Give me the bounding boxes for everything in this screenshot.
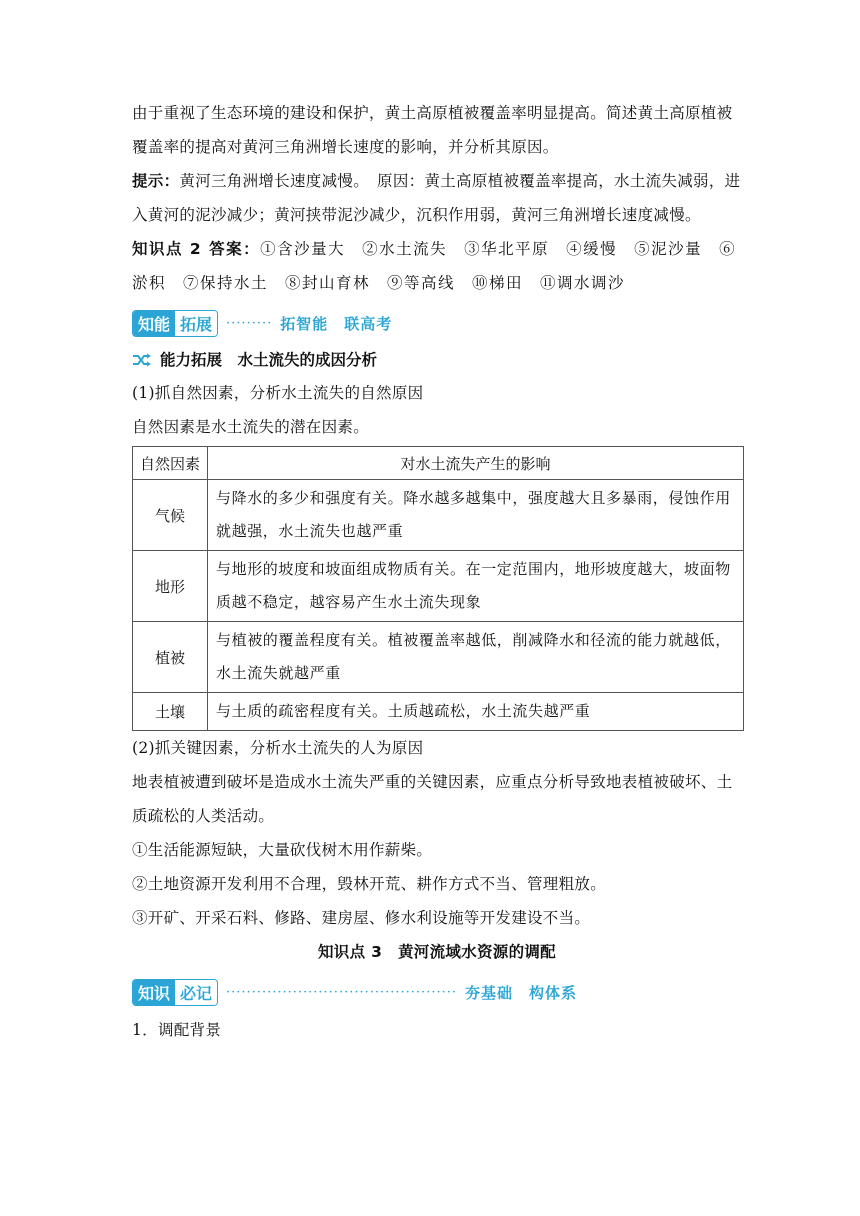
hint-label: 提示： [132, 172, 180, 190]
banner-zhineng-tuozhan [132, 308, 742, 338]
part2-item: ②土地资源开发利用不合理，毁林开荒、耕作方式不当、管理粗放。 [132, 875, 607, 893]
table-row [133, 693, 744, 731]
part2-heading: (2)抓关键因素，分析水土流失的人为原因 [132, 739, 424, 757]
table-row [133, 551, 744, 622]
banner-badge [132, 979, 218, 1006]
hint-paragraph [132, 164, 742, 232]
table-cell-factor: 植被 [133, 622, 208, 693]
part1-note: 自然因素是水土流失的潜在因素。 [132, 418, 370, 436]
badge-left: 知能 [133, 311, 175, 336]
badge-left: 知识 [133, 980, 175, 1005]
table-cell-effect: 与植被的覆盖程度有关。植被覆盖率越低，削减降水和径流的能力就越低，水土流失就越严重 [208, 622, 744, 693]
part2-text: 地表植被遭到破坏是造成水土流失严重的关键因素，应重点分析导致地表植被破坏、土质疏松的人类活动。 [132, 773, 733, 825]
table-cell-factor: 气候 [133, 480, 208, 551]
table-header-factor: 自然因素 [133, 447, 208, 480]
table-row [133, 480, 744, 551]
part1-heading: (1)抓自然因素，分析水土流失的自然原因 [132, 384, 424, 402]
banner-dots: ············································· [226, 984, 457, 1000]
banner-slogan: 夯基础 构体系 [465, 983, 578, 1002]
intro-paragraph: 由于重视了生态环境的建设和保护，黄土高原植被覆盖率明显提高。简述黄土高原植被覆盖率的提高对黄河三角洲增长速度的影响，并分析其原因。 [132, 104, 733, 156]
banner-badge [132, 310, 218, 337]
answer-paragraph [132, 232, 742, 300]
shuffle-icon [132, 353, 152, 367]
answer-text: ①含沙量大 ②水土流失 ③华北平原 ④缓慢 ⑤泥沙量 ⑥淤积 ⑦保持水土 ⑧封山育林 ⑨等高线 ⑩梯田 ⑪调水调沙 [132, 240, 737, 292]
table-header-effect: 对水土流失产生的影响 [208, 447, 744, 480]
hint-text: 黄河三角洲增长速度减慢。 原因：黄土高原植被覆盖率提高，水土流失减弱，进入黄河的泥沙减少；黄河挟带泥沙减少，沉积作用弱，黄河三角洲增长速度减慢。 [132, 172, 741, 224]
table-cell-effect: 与地形的坡度和坡面组成物质有关。在一定范围内，地形坡度越大，坡面物质越不稳定，越容易产生水土流失现象 [208, 551, 744, 622]
item-1: 1．调配背景 [132, 1021, 222, 1039]
kp3-title: 知识点 3 黄河流域水资源的调配 [318, 943, 556, 961]
badge-right: 拓展 [175, 311, 217, 336]
section-title: 能力拓展 水土流失的成因分析 [160, 351, 378, 369]
table-cell-factor: 土壤 [133, 693, 208, 731]
section-heading [132, 344, 742, 376]
part2-item: ③开矿、开采石料、修路、建房屋、修水利设施等开发建设不当。 [132, 909, 591, 927]
badge-right: 必记 [175, 980, 217, 1005]
table-cell-effect: 与土质的疏密程度有关。土质越疏松，水土流失越严重 [208, 693, 744, 731]
page-content [132, 96, 742, 1047]
table-header-row [133, 447, 744, 480]
factors-table [132, 446, 744, 731]
banner-zhishi-biji [132, 977, 742, 1007]
part2-item: ①生活能源短缺，大量砍伐树木用作薪柴。 [132, 841, 433, 859]
table-row [133, 622, 744, 693]
banner-dots: ········· [226, 315, 273, 331]
table-cell-factor: 地形 [133, 551, 208, 622]
banner-slogan: 拓智能 联高考 [280, 314, 393, 333]
table-cell-effect: 与降水的多少和强度有关。降水越多越集中，强度越大且多暴雨，侵蚀作用就越强，水土流失也越严重 [208, 480, 744, 551]
answer-label: 知识点 2 答案： [132, 240, 261, 258]
